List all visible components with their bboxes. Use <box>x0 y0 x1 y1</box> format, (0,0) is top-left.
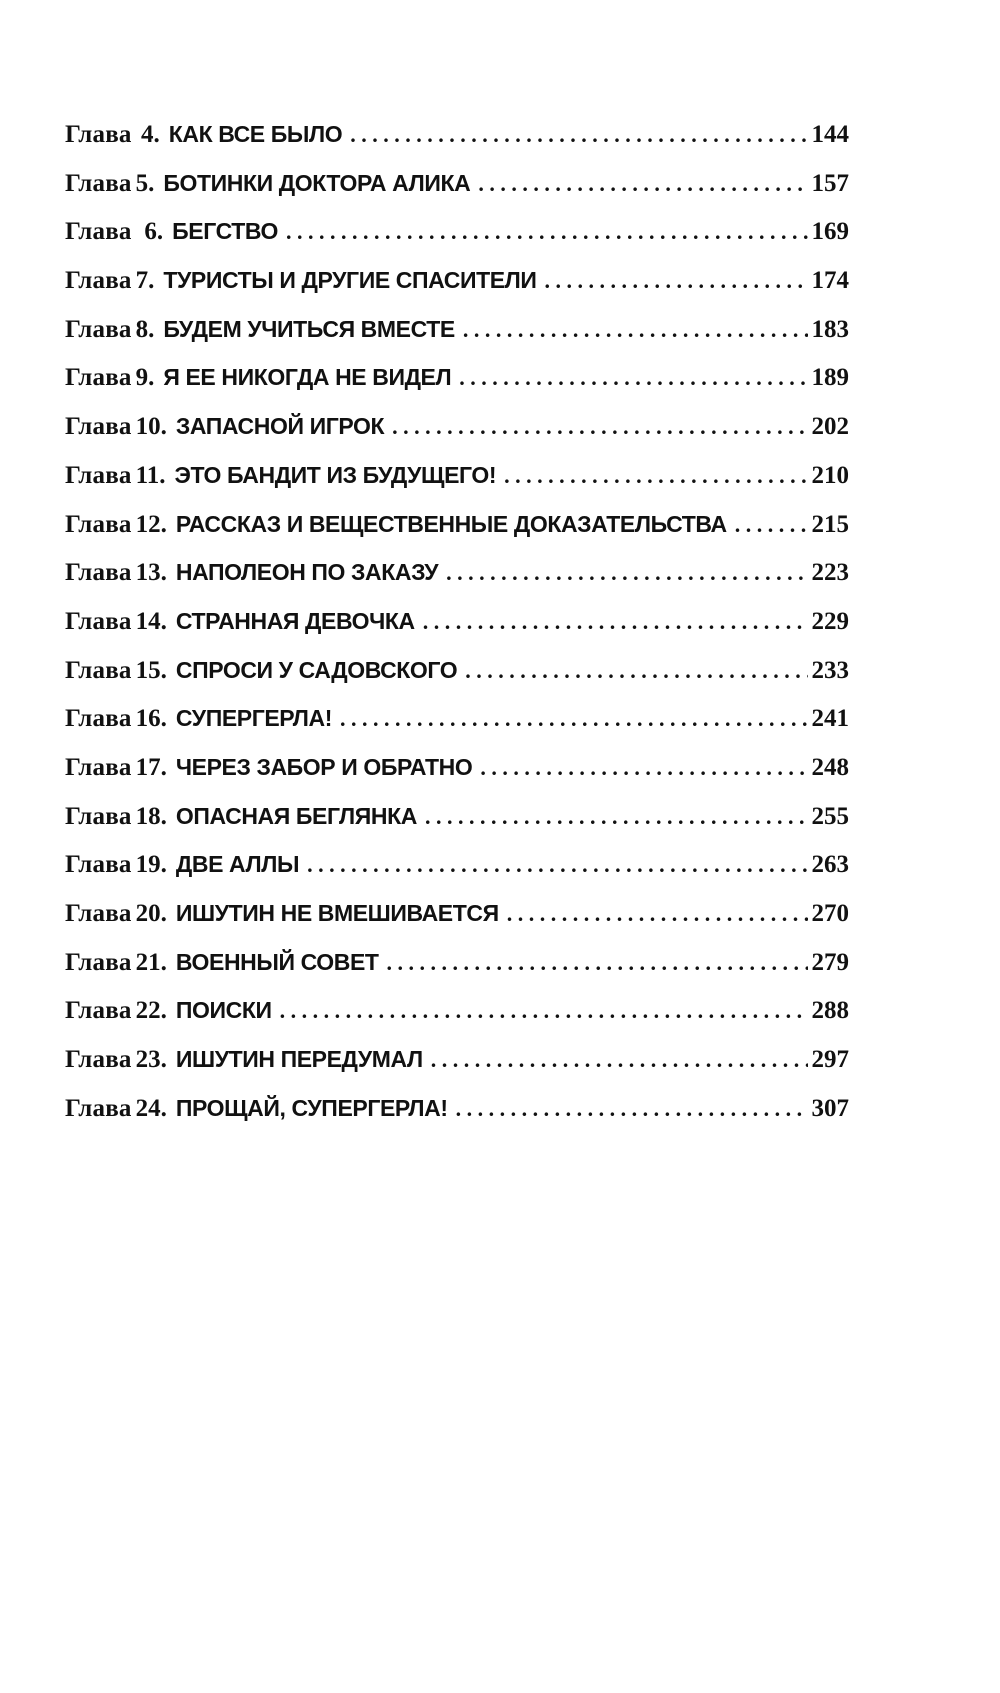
chapter-prefix: Глава <box>65 900 132 927</box>
dot-leader <box>307 841 807 890</box>
toc-entry <box>65 840 849 889</box>
chapter-page-number: 270 <box>811 900 849 927</box>
chapter-page-number: 223 <box>811 559 849 587</box>
chapter-page-number: 174 <box>811 267 849 295</box>
chapter-number: 8. <box>135 315 155 343</box>
chapter-title: БОТИНКИ ДОКТОРА АЛИКА <box>163 169 471 196</box>
chapter-page-number: 263 <box>811 851 849 879</box>
chapter-title: КАК ВСЕ БЫЛО <box>168 121 343 147</box>
chapter-number: 13. <box>135 559 167 587</box>
chapter-page-number: 297 <box>811 1046 849 1074</box>
dot-leader <box>504 452 807 501</box>
chapter-title: ДВЕ АЛЛЫ <box>175 851 300 878</box>
chapter-prefix: Глава <box>65 121 132 148</box>
chapter-prefix: Глава <box>65 851 132 879</box>
chapter-title: ЗАПАСНОЙ ИГРОК <box>175 413 385 440</box>
dot-leader <box>545 257 808 306</box>
toc-entry <box>65 986 849 1035</box>
chapter-prefix: Глава <box>65 218 132 246</box>
toc-entry <box>65 402 849 451</box>
chapter-title: БУДЕМ УЧИТЬСЯ ВМЕСТЕ <box>163 315 455 342</box>
chapter-number: 21. <box>135 948 167 976</box>
chapter-page-number: 241 <box>811 705 849 733</box>
chapter-title: СУПЕРГЕРЛА! <box>175 705 332 732</box>
dot-leader <box>465 647 807 696</box>
chapter-page-number: 229 <box>811 607 849 635</box>
toc-entry <box>65 110 849 159</box>
chapter-number: 4. <box>141 121 160 148</box>
chapter-page-number: 210 <box>811 461 849 489</box>
chapter-page-number: 248 <box>811 753 849 781</box>
chapter-prefix: Глава <box>65 1094 132 1122</box>
dot-leader <box>446 549 807 598</box>
chapter-prefix: Глава <box>65 364 132 392</box>
chapter-page-number: 233 <box>811 656 849 684</box>
chapter-title: Я ЕЕ НИКОГДА НЕ ВИДЕЛ <box>163 364 452 391</box>
toc-entry <box>65 1035 849 1084</box>
chapter-prefix: Глава <box>65 656 132 684</box>
chapter-number: 22. <box>135 997 167 1025</box>
chapter-number: 10. <box>135 413 167 441</box>
chapter-page-number: 157 <box>811 169 849 197</box>
chapter-page-number: 202 <box>811 413 849 441</box>
chapter-page-number: 307 <box>811 1094 849 1122</box>
chapter-title: ПОИСКИ <box>175 997 272 1024</box>
chapter-prefix: Глава <box>65 753 132 781</box>
chapter-title: ВОЕННЫЙ СОВЕТ <box>175 948 379 975</box>
chapter-prefix: Глава <box>65 997 132 1025</box>
chapter-page-number: 288 <box>811 997 849 1025</box>
dot-leader <box>735 501 808 550</box>
chapter-prefix: Глава <box>65 802 132 830</box>
toc-entry <box>65 743 849 792</box>
dot-leader <box>431 1036 808 1085</box>
dot-leader <box>463 306 808 355</box>
chapter-prefix: Глава <box>65 607 132 635</box>
chapter-title: РАССКАЗ И ВЕЩЕСТВЕННЫЕ ДОКАЗАТЕЛЬСТВА <box>175 510 727 537</box>
chapter-number: 18. <box>135 802 167 830</box>
chapter-title: СПРОСИ У САДОВСКОГО <box>175 656 458 683</box>
dot-leader <box>350 111 807 160</box>
chapter-title: ИШУТИН ПЕРЕДУМАЛ <box>175 1046 423 1073</box>
chapter-title: ЧЕРЕЗ ЗАБОР И ОБРАТНО <box>175 753 473 780</box>
chapter-title: ТУРИСТЫ И ДРУГИЕ СПАСИТЕЛИ <box>163 267 537 294</box>
chapter-title: СТРАННАЯ ДЕВОЧКА <box>175 607 415 634</box>
toc-entry <box>65 889 849 938</box>
chapter-page-number: 183 <box>811 315 849 343</box>
chapter-number: 14. <box>135 607 167 635</box>
dot-leader <box>478 160 807 209</box>
chapter-prefix: Глава <box>65 705 132 733</box>
dot-leader <box>425 793 808 842</box>
dot-leader <box>459 354 807 403</box>
chapter-title: ЭТО БАНДИТ ИЗ БУДУЩЕГО! <box>174 461 497 488</box>
chapter-page-number: 215 <box>811 510 849 538</box>
table-of-contents <box>65 110 849 1132</box>
chapter-number: 24. <box>135 1094 167 1122</box>
chapter-number: 19. <box>135 851 167 879</box>
dot-leader <box>387 939 808 988</box>
dot-leader <box>280 987 808 1036</box>
chapter-prefix: Глава <box>65 559 132 587</box>
chapter-page-number: 144 <box>811 121 849 148</box>
chapter-page-number: 169 <box>811 218 849 246</box>
chapter-prefix: Глава <box>65 461 132 489</box>
chapter-number: 12. <box>135 510 167 538</box>
dot-leader <box>456 1085 808 1134</box>
chapter-number: 11. <box>135 461 166 489</box>
chapter-number: 9. <box>135 364 155 392</box>
toc-entry <box>65 207 849 256</box>
dot-leader <box>286 208 808 257</box>
chapter-title: БЕГСТВО <box>172 218 278 245</box>
toc-entry <box>65 597 849 646</box>
toc-entry <box>65 938 849 987</box>
dot-leader <box>392 403 807 452</box>
toc-entry <box>65 1084 849 1133</box>
chapter-number: 23. <box>135 1046 167 1074</box>
chapter-page-number: 189 <box>811 364 849 392</box>
chapter-prefix: Глава <box>65 510 132 538</box>
dot-leader <box>340 695 808 744</box>
chapter-number: 7. <box>135 267 155 295</box>
toc-entry <box>65 646 849 695</box>
chapter-prefix: Глава <box>65 267 132 295</box>
chapter-number: 17. <box>135 753 167 781</box>
chapter-number: 16. <box>135 705 167 733</box>
dot-leader <box>507 890 808 939</box>
toc-entry <box>65 792 849 841</box>
chapter-number: 15. <box>135 656 167 684</box>
chapter-prefix: Глава <box>65 413 132 441</box>
chapter-prefix: Глава <box>65 1046 132 1074</box>
toc-entry <box>65 500 849 549</box>
toc-entry <box>65 548 849 597</box>
toc-entry <box>65 451 849 500</box>
chapter-page-number: 255 <box>811 802 849 830</box>
chapter-number: 6. <box>144 218 164 246</box>
toc-entry <box>65 256 849 305</box>
toc-entry <box>65 159 849 208</box>
chapter-number: 5. <box>135 169 155 197</box>
chapter-title: ОПАСНАЯ БЕГЛЯНКА <box>175 802 417 829</box>
chapter-page-number: 279 <box>811 948 849 976</box>
toc-entry <box>65 353 849 402</box>
dot-leader <box>423 598 808 647</box>
toc-entry <box>65 694 849 743</box>
chapter-title: ИШУТИН НЕ ВМЕШИВАЕТСЯ <box>175 900 499 926</box>
dot-leader <box>480 744 807 793</box>
toc-entry <box>65 305 849 354</box>
chapter-prefix: Глава <box>65 169 132 197</box>
chapter-title: НАПОЛЕОН ПО ЗАКАЗУ <box>175 559 439 586</box>
chapter-prefix: Глава <box>65 315 132 343</box>
chapter-prefix: Глава <box>65 948 132 976</box>
chapter-title: ПРОЩАЙ, СУПЕРГЕРЛА! <box>175 1094 448 1121</box>
chapter-number: 20. <box>135 900 167 927</box>
